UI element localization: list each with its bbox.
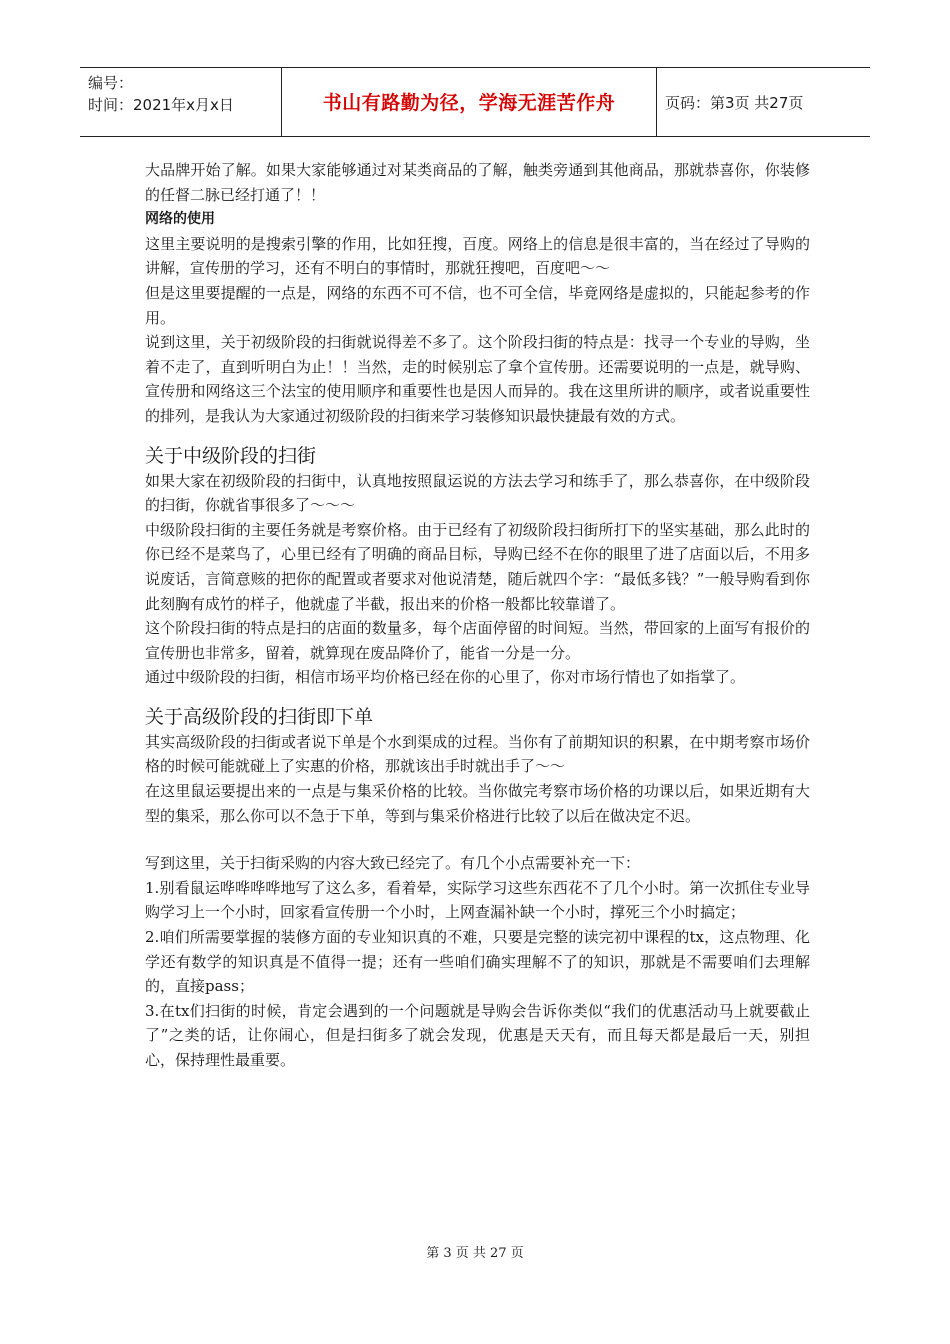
paragraph: 说到这里，关于初级阶段的扫街就说得差不多了。这个阶段扫街的特点是：找寻一个专业的导购，坐着不走了，直到听明白为止！！当然，走的时候别忘了拿个宣传册。还需要说明的一点是，就导购、宣传册和网络这三个法宝的使用顺序和重要性也是因人而异的。我在这里所讲的顺序，或者说重要性的排列，是我认为大家通过初级阶段的扫街来学习装修知识最快捷最有效的方式。 <box>145 333 810 425</box>
paragraph: 如果大家在初级阶段的扫街中，认真地按照鼠运说的方法去学习和练手了，那么恭喜你，在中级阶段的扫街，你就省事很多了～～～ <box>145 471 810 515</box>
paragraph: 在这里鼠运要提出来的一点是与集采价格的比较。当你做完考察市场价格的功课以后，如果近期有大型的集采，那么你可以不急于下单，等到与集采价格进行比较了以后在做决定不迟。 <box>145 782 810 825</box>
paragraph-intro: 大品牌开始了解。如果大家能够通过对某类商品的了解，触类旁通到其他商品，那就恭喜你，你装修的任督二脉已经打通了！！ <box>145 161 810 204</box>
paragraph: 这个阶段扫街的特点是扫的店面的数量多，每个店面停留的时间短。当然，带回家的上面写有报价的宣传册也非常多，留着，就算现在废品降价了，能省一分是一分。 <box>145 619 810 662</box>
document-body <box>145 158 810 1073</box>
header-motto: 书山有路勤为径，学海无涯苦作舟 <box>322 92 616 114</box>
paragraph-summary: 写到这里，关于扫街采购的内容大致已经完了。有几个小点需要补充一下： <box>145 854 641 873</box>
header-number-label: 编号： <box>88 74 134 92</box>
paragraph: 这里主要说明的是搜索引擎的作用，比如狂搜，百度。网络上的信息是很丰富的，当在经过了导购的讲解，宣传册的学习，还有不明白的事情时，那就狂搜吧，百度吧～～ <box>145 234 810 278</box>
paragraph: 通过中级阶段的扫街，相信市场平均价格已经在你的心里了，你对市场行情也了如指掌了。 <box>145 668 746 687</box>
page-footer: 第 3 页 共 27 页 <box>426 1246 524 1261</box>
list-item: 2.咱们所需要掌握的装修方面的专业知识真的不难，只要是完整的读完初中课程的tx，这点物理、化学还有数学的知识真是不值得一提；还有一些咱们确实理解不了的知识，那就是不需要咱们去理解的，直接pass； <box>145 928 810 996</box>
section-heading-mid: 关于中级阶段的扫街 <box>145 444 317 467</box>
header-time-label: 时间：2021年x月x日 <box>88 96 234 114</box>
paragraph: 但是这里要提醒的一点是，网络的东西不可不信，也不可全信，毕竟网络是虚拟的，只能起参考的作用。 <box>145 283 810 327</box>
header-meta <box>88 72 234 116</box>
paragraph: 中级阶段扫街的主要任务就是考察价格。由于已经有了初级阶段扫街所打下的坚实基础，那么此时的你已经不是菜鸟了，心里已经有了明确的商品目标，导购已经不在你的眼里了进了店面以后，不用多说废话，言简意赅的把你的配置或者要求对他说清楚，随后就四个字：“最低多钱？”一般导购看到你此刻胸有成竹的样子，他就虚了半截，报出来的价格一般都比较靠谱了。 <box>145 520 810 613</box>
header-page-info: 页码：第3页 共27页 <box>665 94 804 112</box>
section-heading-high: 关于高级阶段的扫街即下单 <box>145 705 374 728</box>
list-item: 1.别看鼠运哗哗哗哗地写了这么多，看着晕，实际学习这些东西花不了几个小时。第一次抓住专业导购学习上一个小时，回家看宣传册一个小时，上网查漏补缺一个小时，撑死三个小时搞定； <box>145 878 810 922</box>
list-item: 3.在tx们扫街的时候，肯定会遇到的一个问题就是导购会告诉你类似“我们的优惠活动马上就要截止了”之类的话，让你闹心，但是扫街多了就会发现，优惠是天天有，而且每天都是最后一天，别担心，保持理性最重要。 <box>145 1001 810 1069</box>
paragraph: 其实高级阶段的扫街或者说下单是个水到渠成的过程。当你有了前期知识的积累，在中期考察市场价格的时候可能就碰上了实惠的价格，那就该出手时就出手了～～ <box>145 732 810 776</box>
header-divider <box>656 68 657 136</box>
subheading-network: 网络的使用 <box>145 211 215 228</box>
page-header <box>80 67 870 137</box>
